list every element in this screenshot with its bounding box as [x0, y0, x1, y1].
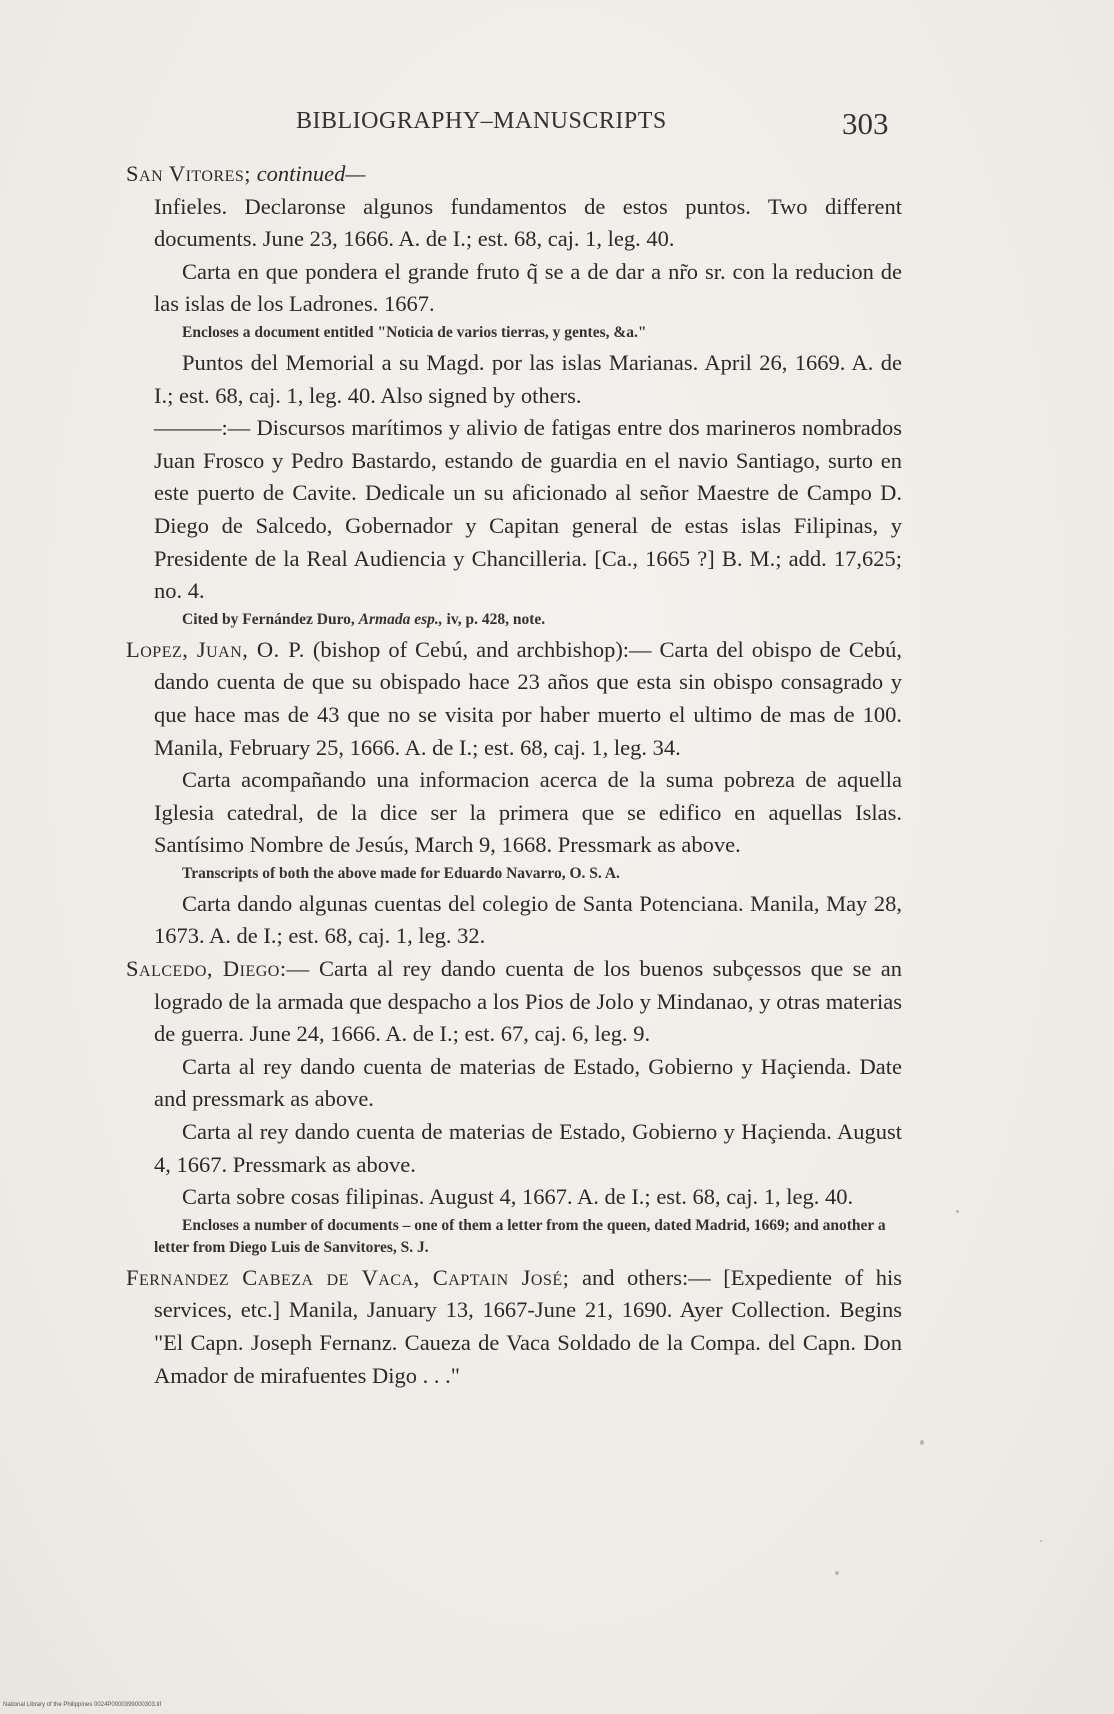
entry-lopez [126, 634, 902, 764]
scan-speck [1040, 1540, 1042, 1542]
library-footer-mark: National Library of the Philippines 0024P0000399000303.tif [3, 1702, 162, 1708]
continued-label: continued— [256, 161, 366, 186]
entry-salcedo [126, 953, 902, 1051]
entry-paragraph: Infieles. Declaronse algunos fundamentos de estos puntos. Two different documents. June 23, 1666. A. de I.; est. 68, caj. 1, leg. 40. [154, 193, 902, 252]
entry-paragraph: ———:— Discursos marítimos y alivio de fatigas entre dos marineros nombrados Juan Frosco y Pedro Bastardo, estando de guardia en el navio Santiago, surto en este puerto de Cavite. Dedicale un su aficionado al señor Maestre de Campo D. Diego de Salcedo, Gobernador y Capitan general de estas islas Filipinas, y Presidente de la Real Audiencia y Chancilleria. [Ca., 1665 ?] B. M.; add. 17,625; no. 4. [154, 415, 902, 604]
entry-paragraph: Carta al rey dando cuenta de materias de Estado, Gobierno y Haçienda. Date and pressmark as above. [154, 1053, 902, 1112]
author-name: San Vitores; [126, 161, 252, 186]
scan-speck [920, 1440, 924, 1445]
page-header [0, 104, 1114, 144]
scan-speck [956, 1210, 959, 1213]
author-name: Fernandez Cabeza de Vaca, Captain José; [126, 1264, 570, 1290]
entry-text: Carta al rey dando cuenta de los buenos subçessos que se an logrado de la armada que despacho a los Pios de Jolo y Mindanao, y otras materias de guerra. June 24, 1666. A. de I.; est. 67, caj. 6, leg. 9. [154, 956, 903, 1047]
entry-text: (bishop of Cebú, and archbishop):— Carta del obispo de Cebú, dando cuenta de que su obispado hace 23 años que esta sin obispo consagrado y que hace mas de 43 que no se visita por haber muerto el ultimo de mas de 100. Manila, February 25, 1666. A. de I.; est. 68, caj. 1, leg. 34. [154, 636, 903, 760]
entry-paragraph: Carta dando algunas cuentas del colegio de Santa Potenciana. Manila, May 28, 1673. A. de I.; est. 68, caj. 1, leg. 32. [154, 890, 902, 949]
entry-text: and others:— [Expediente of his services, etc.] Manila, January 13, 1667-June 21, 1690. Ayer Collection. Begins "El Capn. Joseph Fernanz. Caueza de Vaca Soldado de la Compa. del Capn. Don Amador de mirafuentes Digo . . ." [154, 1264, 902, 1388]
note-text: iv, p. 428, note. [446, 610, 546, 628]
entry-paragraph: Puntos del Memorial a su Magd. por las islas Marianas. April 26, 1669. A. de I.; est. 68, caj. 1, leg. 40. Also signed by others. [154, 349, 902, 408]
scan-speck [835, 1571, 839, 1575]
entry-note: Encloses a number of documents – one of them a letter from the queen, dated Madrid, 1669; and another a letter from Diego Luis de Sanvitores, S. J. [154, 1216, 886, 1256]
entry-note: Encloses a document entitled "Noticia de varios tierras, y gentes, &a." [182, 323, 647, 341]
bibliography-text [126, 158, 902, 1392]
entry-note: Transcripts of both the above made for Eduardo Navarro, O. S. A. [182, 864, 620, 882]
entry-paragraph: Carta en que pondera el grande fruto q̃ se a de dar a nr̃o sr. con la reducion de las islas de los Ladrones. 1667. [154, 258, 902, 317]
entry-note [126, 609, 902, 631]
entry-san-vitores-heading [126, 158, 902, 191]
page-number: 303 [842, 106, 889, 141]
note-text: Cited by Fernández Duro, [182, 610, 355, 628]
author-name: Lopez, Juan, O. P. [126, 636, 305, 662]
entry-paragraph: Carta acompañando una informacion acerca de la suma pobreza de aquella Iglesia catedral, de la dice ser la primera que se edifico en aquellas Islas. Santísimo Nombre de Jesús, March 9, 1668. Pressmark as above. [154, 767, 902, 858]
entry-paragraph: Carta al rey dando cuenta de materias de Estado, Gobierno y Haçienda. August 4, 1667. Pressmark as above. [154, 1119, 902, 1177]
entry-paragraph: Carta sobre cosas filipinas. August 4, 1667. A. de I.; est. 68, caj. 1, leg. 40. [182, 1184, 854, 1210]
running-title: BIBLIOGRAPHY–MANUSCRIPTS [296, 108, 667, 134]
entry-fernandez [126, 1262, 902, 1392]
note-italic: Armada esp., [358, 610, 443, 628]
author-name: Salcedo, Diego:— [126, 956, 310, 982]
